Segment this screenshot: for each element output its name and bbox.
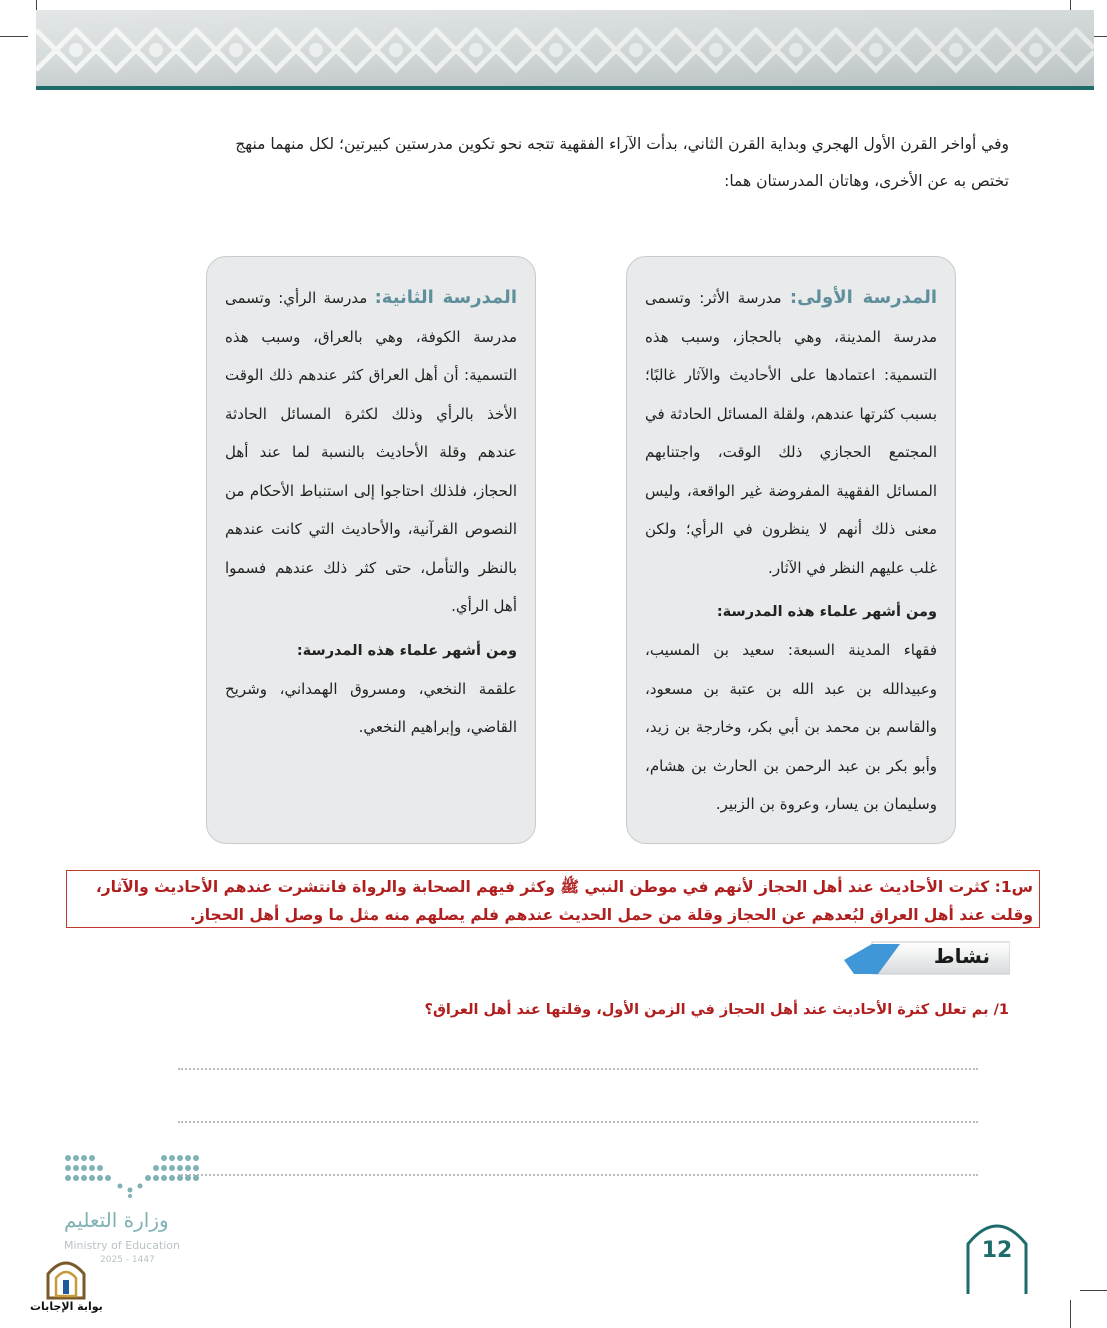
first-school-text: مدرسة الأثر: وتسمى مدرسة المدينة، وهي بالحجاز، وسبب هذه التسمية: اعتمادها على الأحاديث والآثار غالبًا؛ بسبب كثرتها عندهم، ولقلة المسائل الحادثة في المجتمع الحجازي ذلك الوقت، واجتنابهم المسائل الفقهية المفروضة غير الواقعة، وليس معنى ذلك أنهم لا ينظرون في الرأي؛ ولكن غلب عليهم النظر في الآثار. <box>645 289 937 577</box>
activity-question: 1/ بم تعلل كثرة الأحاديث عند أهل الحجاز في الزمن الأول، وقلتها عند أهل العراق؟ <box>424 1002 1009 1018</box>
first-school-body <box>645 279 937 587</box>
second-school-scholars-heading: ومن أشهر علماء هذه المدرسة: <box>296 642 517 659</box>
first-school-title: المدرسة الأولى: <box>789 287 937 308</box>
first-school-card <box>626 256 956 844</box>
portal-logo-icon <box>44 1256 88 1300</box>
ministry-year: 2025 - 1447 <box>100 1255 155 1265</box>
page-number: 12 <box>981 1238 1013 1263</box>
ministry-name-arabic: وزارة التعليم <box>64 1208 169 1232</box>
crop-mark <box>1080 1290 1107 1291</box>
first-school-scholars-heading: ومن أشهر علماء هذه المدرسة: <box>716 604 937 620</box>
answer-line-2: وقلت عند أهل العراق لبُعدهم عن الحجاز وقلة من حمل الحديث عندهم فلم يصلهم منه مثل ما وصل أهل الحجاز. <box>189 906 1033 924</box>
answer-line-blank <box>178 1174 978 1176</box>
answer-line-blank <box>178 1068 978 1070</box>
intro-paragraph <box>129 126 1009 200</box>
second-school-title: المدرسة الثانية: <box>374 287 517 308</box>
first-school-scholars: فقهاء المدينة السبعة: سعيد بن المسيب، وعبيدالله بن عبد الله بن عتبة بن مسعود، والقاسم بن محمد بن أبي بكر، وخارجة بن زيد، وأبو بكر بن عبد الرحمن بن الحارث بن هشام، وسليمان بن يسار، وعروة بن الزبير. <box>645 641 937 813</box>
portal-name: بوابة الإجابات <box>30 1300 103 1313</box>
crop-mark <box>0 36 28 37</box>
intro-line-2: تختص به عن الأخرى، وهاتان المدرستان هما: <box>724 172 1009 190</box>
crop-mark <box>1070 1300 1071 1328</box>
second-school-scholars: علقمة النخعي، ومسروق الهمداني، وشريح القاضي، وإبراهيم النخعي. <box>225 679 517 736</box>
answer-box <box>66 870 1040 928</box>
header-underline <box>36 86 1094 90</box>
answer-line-blank <box>178 1121 978 1123</box>
intro-line-1: وفي أواخر القرن الأول الهجري وبداية القرن الثاني، بدأت الآراء الفقهية تتجه نحو تكوين مدرستين كبيرتين؛ لكل منهما منهج <box>235 135 1009 153</box>
second-school-card <box>206 256 536 844</box>
ministry-name-english: Ministry of Education <box>64 1239 181 1252</box>
header-pattern <box>36 10 1094 88</box>
answer-line-1: س1: كثرت الأحاديث عند أهل الحجاز لأنهم في موطن النبي ﷺ وكثر فيهم الصحابة والرواة فانتشرت عندهم الأحاديث والآثار، <box>95 878 1033 896</box>
second-school-text: مدرسة الرأي: وتسمى مدرسة الكوفة، وهي بالعراق، وسبب هذه التسمية: أن أهل العراق كثر عندهم ذلك الوقت الأخذ بالرأي وذلك لكثرة المسائل الحادثة عندهم وقلة الأحاديث بالنسبة لما عند أهل الحجاز، فلذلك احتاجوا إلى استنباط الأحكام من النصوص القرآنية، والأحاديث التي كانت عندهم بالنظر والتأمل، حتى كثر ذلك عندهم فسموا أهل الرأي. <box>225 289 517 615</box>
crop-mark <box>36 0 37 10</box>
ministry-logo-icon <box>64 1152 200 1200</box>
activity-label: نشاط <box>933 944 990 968</box>
second-school-body <box>225 279 517 626</box>
